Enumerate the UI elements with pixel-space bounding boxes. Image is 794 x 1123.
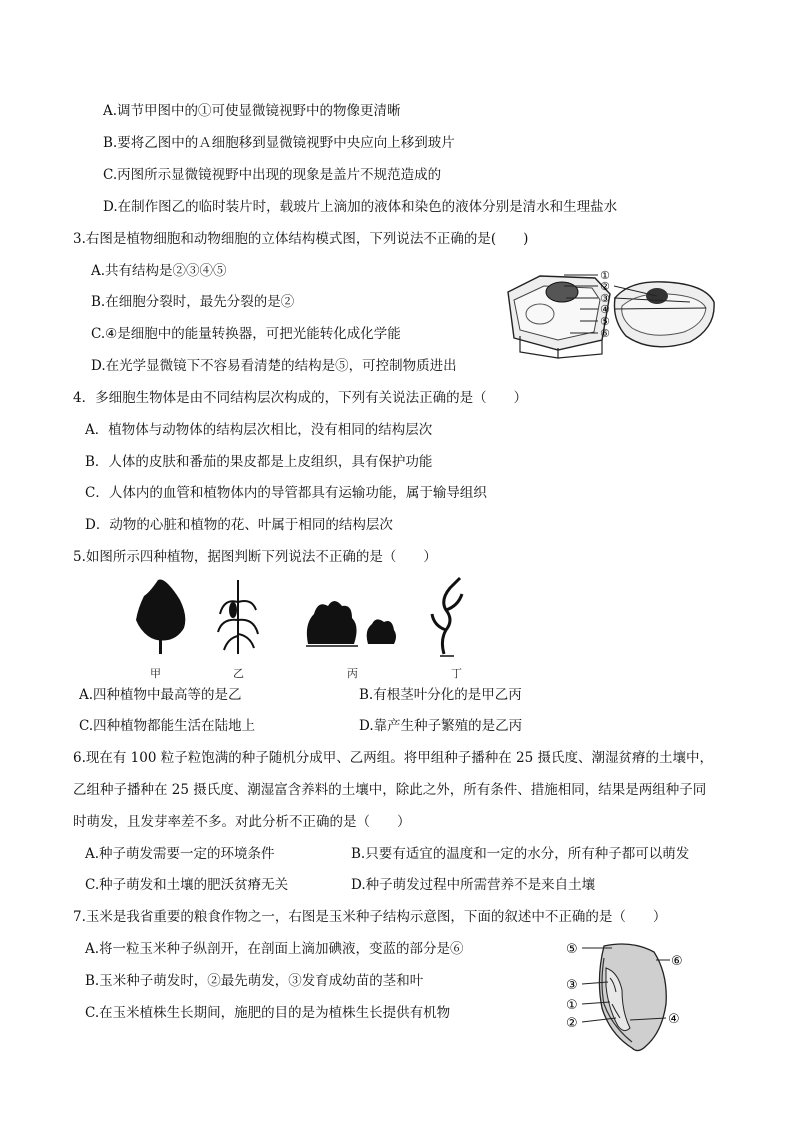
- plant-caption-ding: 丁: [451, 667, 462, 680]
- plant-caption-jia: 甲: [150, 667, 161, 680]
- q5-option-b: B.有根茎叶分化的是甲乙丙: [359, 687, 522, 703]
- q7-stem: 7.玉米是我省重要的粮食作物之一，右图是玉米种子结构示意图，下面的叙述中不正确的是（ ）: [73, 909, 667, 925]
- q3-option-b: B.在细胞分裂时，最先分裂的是②: [91, 294, 295, 310]
- q5-stem: 5.如图所示四种植物，据图判断下列说法不正确的是（ ）: [73, 549, 437, 565]
- q4-stem: 4．多细胞生物体是由不同结构层次构成的，下列有关说法正确的是（ ）: [73, 390, 528, 406]
- q4-option-d: D．动物的心脏和植物的花、叶属于相同的结构层次: [85, 517, 393, 533]
- q3-label-6: ⑥: [600, 327, 610, 340]
- q4-option-a: A．植物体与动物体的结构层次相比，没有相同的结构层次: [85, 422, 433, 438]
- cell-structure-figure: [500, 262, 722, 362]
- four-plants-figure: [128, 574, 488, 674]
- q3-option-a: A.共有结构是②③④⑤: [91, 263, 227, 279]
- q3-option-d: D.在光学显微镜下不容易看清楚的结构是⑤，可控制物质进出: [91, 358, 457, 374]
- q2-option-a: A.调节甲图中的①可使显微镜视野中的物像更清晰: [103, 103, 401, 119]
- q2-option-b: B.要将乙图中的Ａ细胞移到显微镜视野中央应向上移到玻片: [103, 135, 455, 151]
- q3-label-5: ⑤: [600, 315, 610, 328]
- q7-label-5: ⑤: [566, 942, 578, 957]
- tree-plant-icon: [136, 580, 185, 655]
- seaweed-plant-icon: [432, 578, 462, 656]
- q3-option-c: C.④是细胞中的能量转换器，可把光能转化成化学能: [91, 326, 401, 342]
- q7-label-4: ④: [668, 1012, 680, 1027]
- q6-option-d: D.种子萌发过程中所需营养不是来自土壤: [351, 877, 596, 893]
- q3-label-4: ④: [600, 303, 610, 316]
- q7-label-1: ①: [566, 998, 578, 1013]
- q7-label-2: ②: [566, 1016, 578, 1031]
- q6-stem-line2: 乙组种子播种在 25 摄氏度、潮湿富含养料的土壤中，除此之外，所有条件、措施相同，结果是两组种子同: [73, 782, 707, 798]
- moss-plant-icon: [306, 601, 396, 646]
- q2-option-c: C.丙图所示显微镜视野中出现的现象是盖片不规范造成的: [103, 167, 442, 183]
- corn-seed-figure: [560, 938, 690, 1056]
- plant-caption-yi: 乙: [233, 667, 244, 680]
- q6-option-a: A.种子萌发需要一定的环境条件: [85, 846, 275, 862]
- q3-label-3: ③: [600, 292, 610, 305]
- q5-option-c: C.四种植物都能生活在陆地上: [79, 718, 256, 734]
- q3-label-2: ②: [600, 280, 610, 293]
- q3-stem: 3.右图是植物细胞和动物细胞的立体结构模式图，下列说法不正确的是( ): [73, 231, 529, 247]
- q5-option-d: D.靠产生种子繁殖的是乙丙: [359, 718, 523, 734]
- q7-label-3: ③: [566, 978, 578, 993]
- q3-label-1: ①: [600, 269, 610, 282]
- q6-option-c: C.种子萌发和土壤的肥沃贫瘠无关: [85, 877, 289, 893]
- q4-option-c: C．人体内的血管和植物体内的导管都具有运输功能，属于输导组织: [85, 485, 487, 501]
- q4-option-b: B．人体的皮肤和番茄的果皮都是上皮组织，具有保护功能: [85, 454, 433, 470]
- q7-option-a: A.将一粒玉米种子纵剖开，在剖面上滴加碘液，变蓝的部分是⑥: [85, 941, 464, 957]
- q6-stem-line1: 6.现在有 100 粒子粒饱满的种子随机分成甲、乙两组。将甲组种子播种在 25 摄氏度、潮湿贫瘠的土壤中，: [73, 750, 713, 766]
- q7-label-6: ⑥: [671, 954, 683, 969]
- q7-option-b: B.玉米种子萌发时，②最先萌发，③发育成幼苗的茎和叶: [85, 973, 424, 989]
- corn-plant-icon: [218, 580, 258, 654]
- q7-option-c: C.在玉米植株生长期间，施肥的目的是为植株生长提供有机物: [85, 1005, 451, 1021]
- q2-option-d: D.在制作图乙的临时装片时，载玻片上滴加的液体和染色的液体分别是清水和生理盐水: [103, 199, 618, 215]
- q6-stem-line3: 时萌发，且发芽率差不多。对此分析不正确的是（ ）: [73, 814, 411, 830]
- q6-option-b: B.只要有适宜的温度和一定的水分，所有种子都可以萌发: [351, 846, 690, 862]
- q5-option-a: A.四种植物中最高等的是乙: [79, 687, 242, 703]
- plant-caption-bing: 丙: [347, 667, 358, 680]
